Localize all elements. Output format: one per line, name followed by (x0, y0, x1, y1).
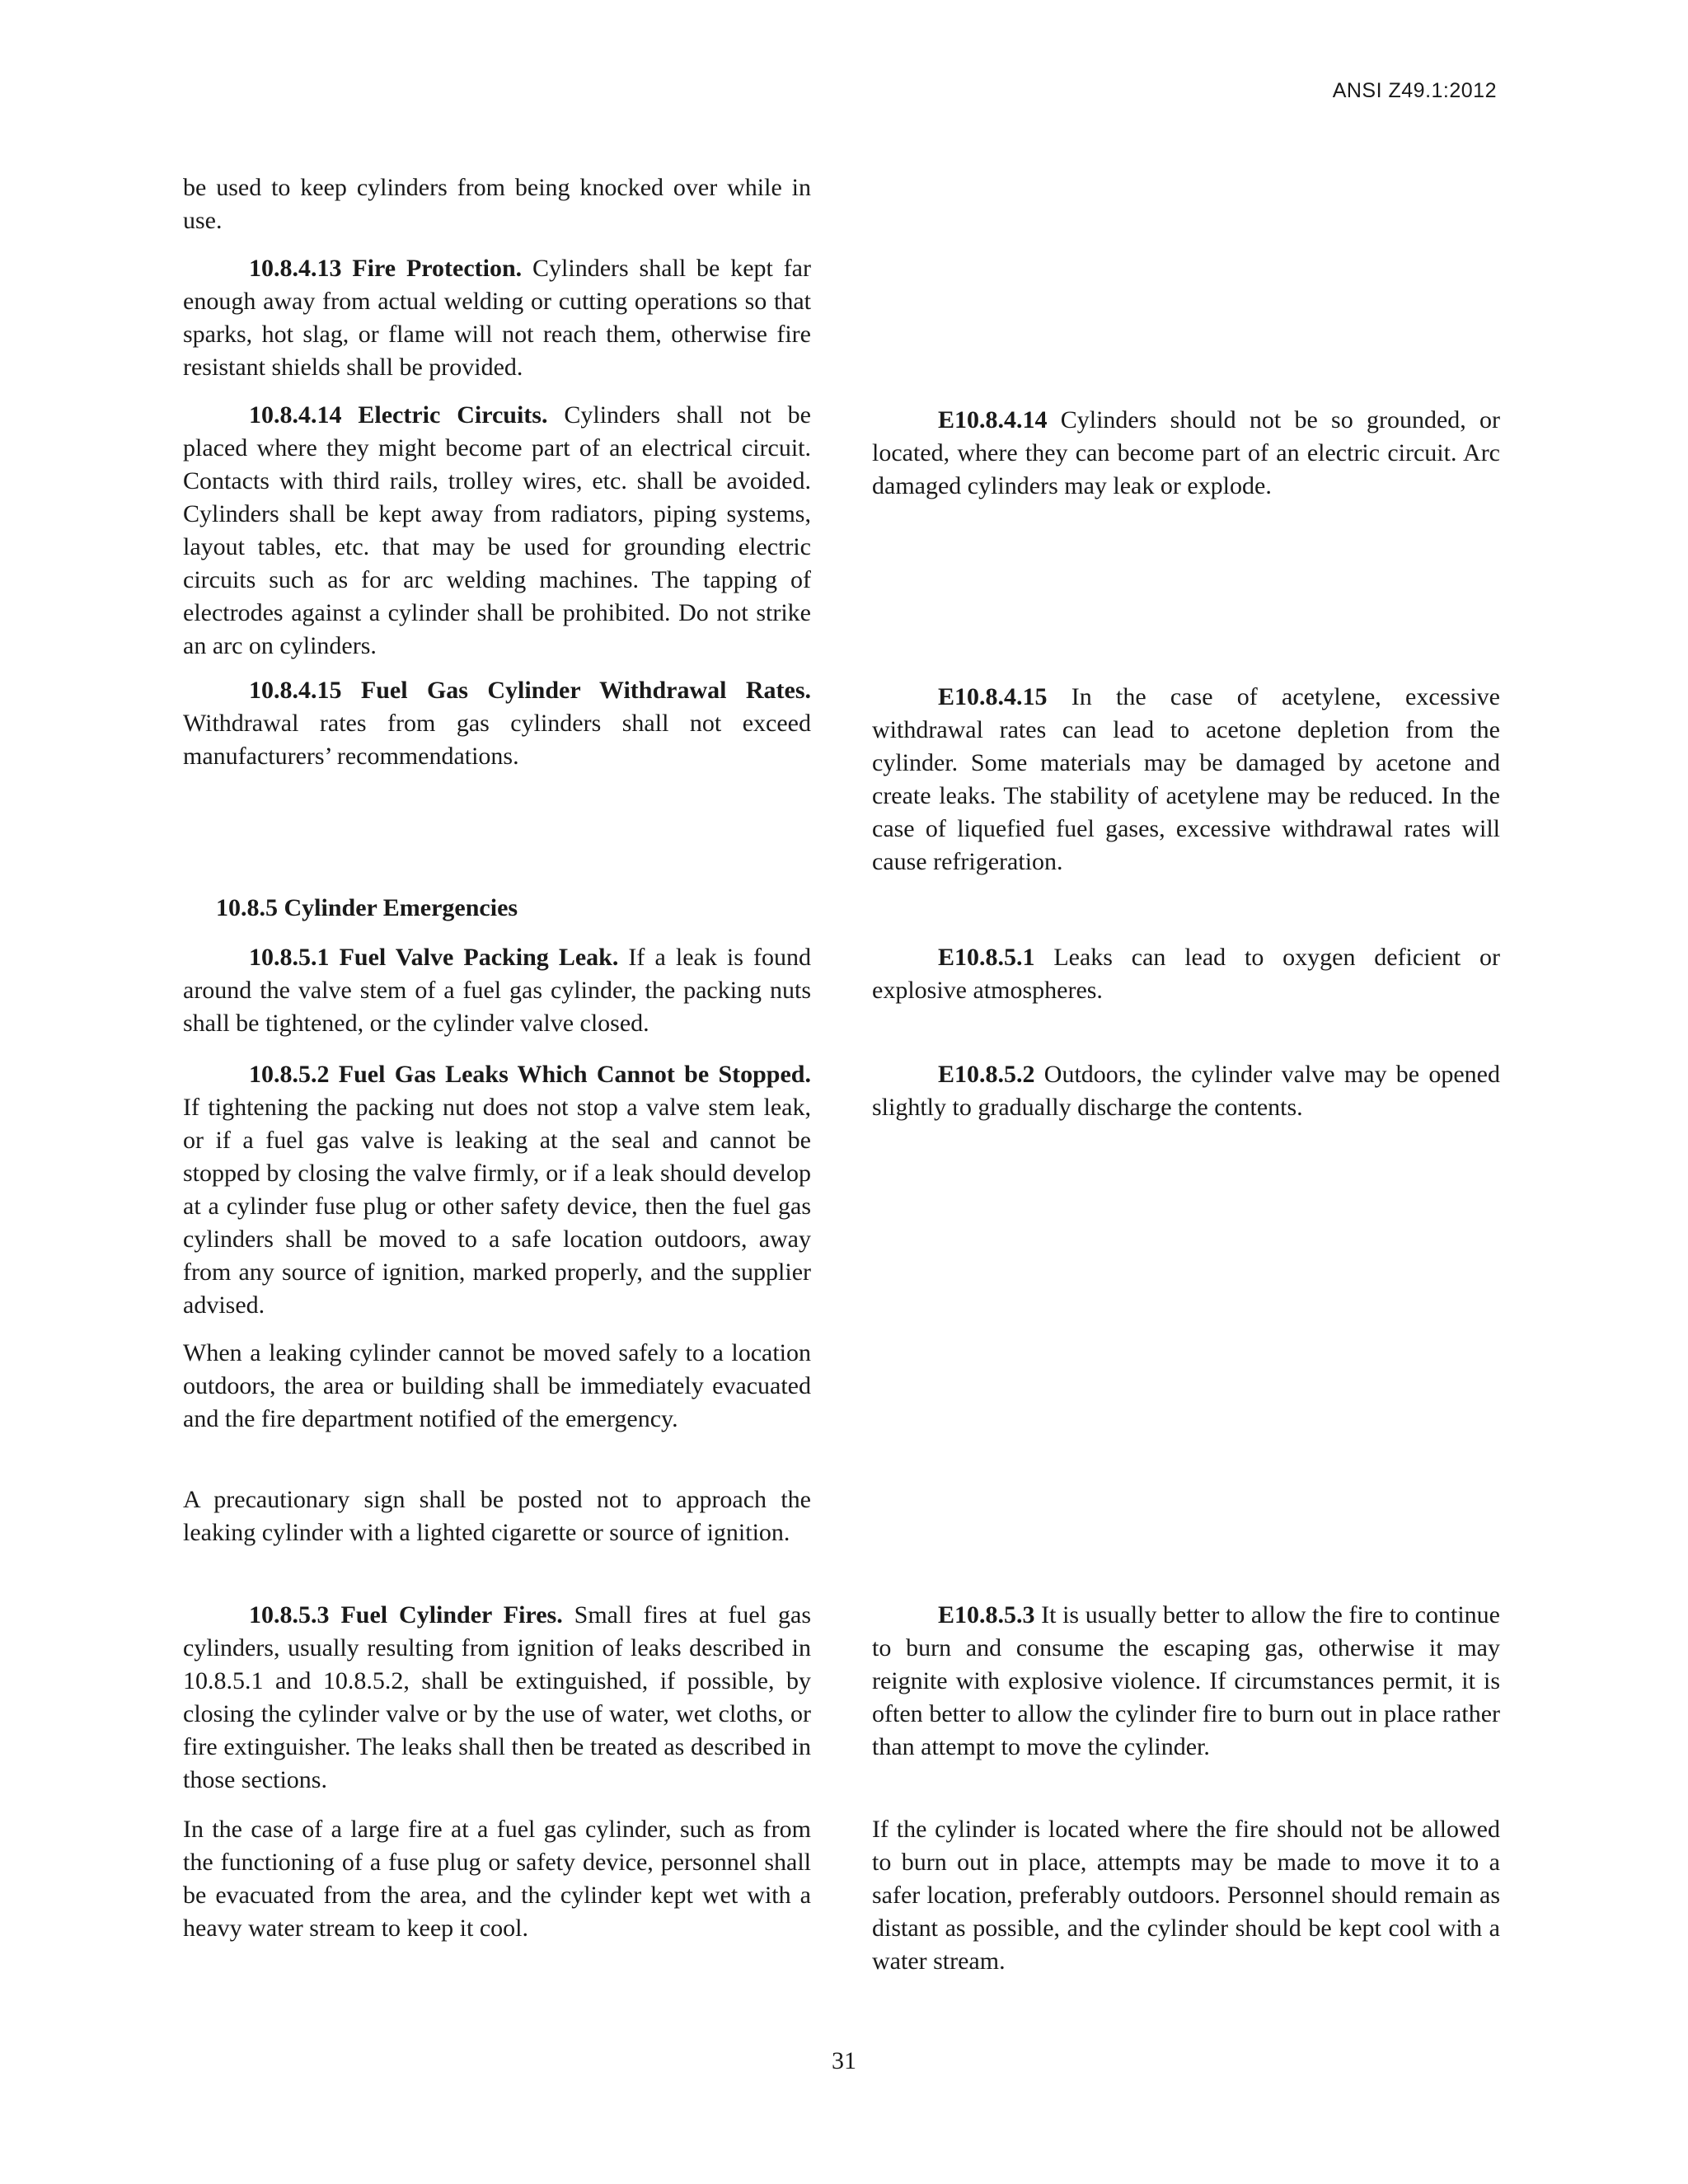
explanation-heading: E10.8.5.2 (938, 1061, 1035, 1088)
section-body: If tightening the packing nut does not stop a valve stem leak, or if a fuel gas valve is leaking at the seal and cannot be stopped by closing the valve firmly, or if a leak should develop at a cylinder fuse plug or other safety device, then the fuel gas cylinders shall be moved to a safe location outdoors, away from any source of ignition, marked properly, and the supplier advised. (183, 1094, 811, 1319)
section-heading: 10.8.5.1 Fuel Valve Packing Leak. (249, 944, 619, 971)
explanation-body: In the case of acetylene, excessive withdrawal rates can lead to acetone depletion from the cylinder. Some materials may be damaged by acetone and create leaks. The stability of acetylene may be reduced. In the case of liquefied fuel gases, excessive withdrawal rates will cause refrigeration. (872, 683, 1500, 875)
continuation-paragraph: be used to keep cylinders from being knocked over while in use. (183, 174, 811, 234)
explanation-body: Outdoors, the cylinder valve may be opened slightly to gradually discharge the contents. (872, 1061, 1500, 1121)
document-header: ANSI Z49.1:2012 (1332, 79, 1497, 102)
section-heading: 10.8.4.14 Electric Circuits. (249, 401, 548, 429)
explanation-heading: E10.8.5.1 (938, 944, 1035, 971)
section-heading: 10.8.5.3 Fuel Cylinder Fires. (249, 1601, 563, 1629)
section-10-8-5-3 (183, 1599, 811, 1797)
leaking-cylinder-paragraph: When a leaking cylinder cannot be moved safely to a location outdoors, the area or building shall be immediately evacuated and the fire department notified of the emergency. (183, 1339, 811, 1432)
section-10-8-4-14 (183, 399, 811, 663)
section-heading: 10.8.4.15 Fuel Gas Cylinder Withdrawal Rates. (249, 677, 811, 704)
section-body: Withdrawal rates from gas cylinders shall not exceed manufacturers’ recommendations. (183, 710, 811, 770)
section-body: Cylinders shall be kept far enough away from actual welding or cutting operations so that sparks, hot slag, or flame will not reach them, otherwise fire resistant shields shall be provided. (183, 255, 811, 381)
large-fire-paragraph: In the case of a large fire at a fuel gas cylinder, such as from the functioning of a fuse plug or safety device, personnel shall be evacuated from the area, and the cylinder kept wet with a heavy water stream to keep it cool. (183, 1816, 811, 1942)
section-body: Cylinders shall not be placed where they might become part of an electrical circuit. Contacts with third rails, trolley wires, etc. shall be avoided. Cylinders shall be kept away from radiators, piping systems, layout tables, etc. that may be used for grounding electric circuits such as for arc welding machines. The tapping of electrodes against a cylinder shall be prohibited. Do not strike an arc on cylinders. (183, 401, 811, 659)
explanation-body: Leaks can lead to oxygen deficient or explosive atmospheres. (872, 944, 1500, 1004)
section-body: Small fires at fuel gas cylinders, usually resulting from ignition of leaks described in 10.8.5.1 and 10.8.5.2, shall be extinguished, if possible, by closing the cylinder valve or by the use of water, wet cloths, or fire extinguisher. The leaks shall then be treated as described in those sections. (183, 1601, 811, 1793)
explanation-heading: E10.8.5.3 (938, 1601, 1035, 1629)
explanation-e10-8-5-3 (872, 1599, 1500, 1764)
explanation-heading: E10.8.4.14 (938, 406, 1048, 434)
explanation-e10-8-4-15 (872, 681, 1500, 879)
burn-out-paragraph: If the cylinder is located where the fire should not be allowed to burn out in place, attempts may be made to move it to a safer location, preferably outdoors. Personnel should remain as distant as possible, and the cylinder should be kept cool with a water stream. (872, 1816, 1500, 1975)
explanation-e10-8-4-14 (872, 404, 1500, 503)
precautionary-sign-paragraph: A precautionary sign shall be posted not to approach the leaking cylinder with a lighted cigarette or source of ignition. (183, 1486, 811, 1546)
page-number: 31 (832, 2047, 856, 2074)
section-body: If a leak is found around the valve stem of a fuel gas cylinder, the packing nuts shall be tightened, or the cylinder valve closed. (183, 944, 811, 1037)
section-10-8-5-2 (183, 1058, 811, 1322)
explanation-body: It is usually better to allow the fire to continue to burn and consume the escaping gas, otherwise it may reignite with explosive violence. If circumstances permit, it is often better to allow the cylinder fire to burn out in place rather than attempt to move the cylinder. (872, 1601, 1500, 1760)
explanation-body: Cylinders should not be so grounded, or located, where they can become part of an electric circuit. Arc damaged cylinders may leak or explode. (872, 406, 1500, 499)
explanation-heading: E10.8.4.15 (938, 683, 1048, 710)
section-10-8-5-1 (183, 941, 811, 1040)
section-10-8-4-15 (183, 674, 811, 773)
explanation-e10-8-5-2 (872, 1058, 1500, 1124)
explanation-e10-8-5-1 (872, 941, 1500, 1007)
section-10-8-5-heading: 10.8.5 Cylinder Emergencies (216, 894, 518, 921)
section-heading: 10.8.4.13 Fire Protection. (249, 255, 523, 282)
section-heading: 10.8.5.2 Fuel Gas Leaks Which Cannot be Stopped. (249, 1061, 811, 1088)
section-10-8-4-13 (183, 252, 811, 384)
